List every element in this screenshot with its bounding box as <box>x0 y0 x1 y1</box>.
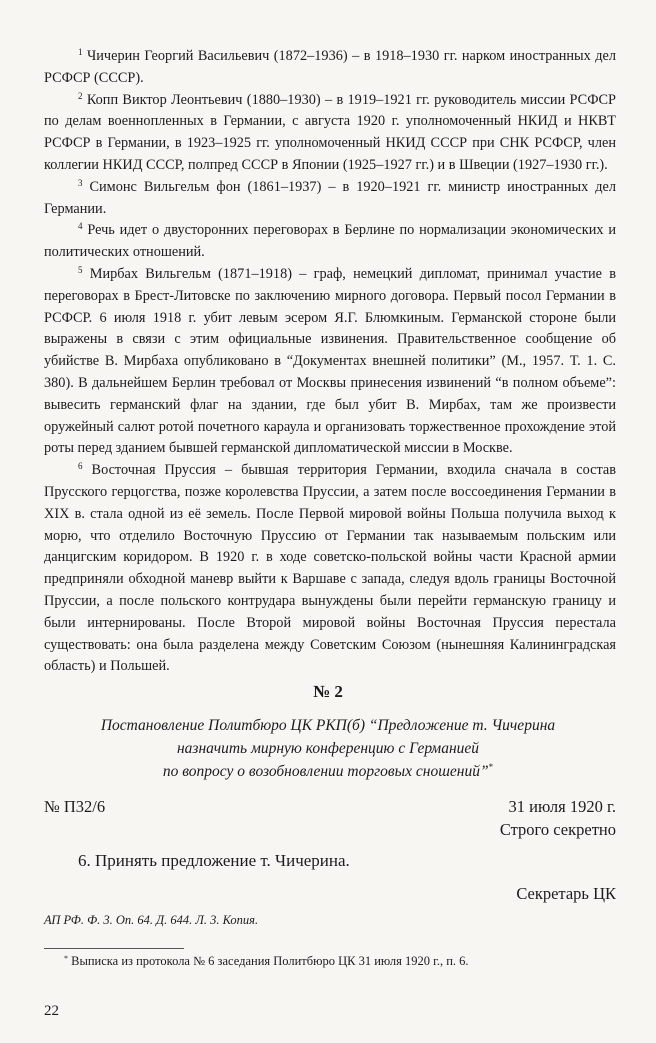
endnote-marker: 3 <box>78 177 83 188</box>
document-title-line <box>40 760 616 783</box>
endnote-marker: 4 <box>78 221 83 232</box>
footnote-divider <box>44 948 184 949</box>
endnote-text: Мирбах Вильгельм (1871–1918) – граф, немецкий дипломат, принимал участие в переговорах в Брест-Литовске по заключению мирного договора. Первый посол Германии в РСФСР. 6 июля 1918 г. убит левым эсером Я.Г. Блюмкиным. Германской стороне были выражены в связи с этим официальные извинения. Правительственное сообщение об убийстве В. Мирбаха опубликовано в “Документах внешней политики” (М., 1957. Т. 1. С. 380). В дальнейшем Берлин требовал от Москвы принесения извинений “в полном объеме”: вывесить германский флаг на здании, где был убит В. Мирбах, там же произвести оружейный салют ротой почетного караула и организовать торжественное прохождение этой роты перед зданием бывшей германской дипломатической миссии в Москве. <box>44 265 616 457</box>
endnote-text: Речь идет о двусторонних переговорах в Берлине по нормализации экономических и политических отношений. <box>44 222 616 261</box>
footnote-marker: * <box>64 954 68 963</box>
endnote-text: Симонс Вильгельм фон (1861–1937) – в 1920–1921 гг. министр иностранных дел Германии. <box>44 178 617 217</box>
signature: Секретарь ЦК <box>516 884 616 903</box>
endnote-2 <box>44 90 616 177</box>
endnote-4 <box>44 220 616 264</box>
page-number: 22 <box>44 1003 59 1019</box>
endnote-3 <box>44 177 616 221</box>
archive-reference: АП РФ. Ф. 3. Оп. 64. Д. 644. Л. 3. Копия. <box>44 913 259 927</box>
endnote-text: Копп Виктор Леонтьевич (1880–1930) – в 1919–1921 гг. руководитель миссии РСФСР по делам военнопленных в Германии, с августа 1920 г. уполномоченный НКИД и НКВТ РСФСР в Германии, в 1923–1925 гг. уполномоченный НКИД СССР при СНК РСФСР, член коллегии НКИД СССР, полпред СССР в Японии (1925–1927 гг.) и в Швеции (1927–1930 гг.). <box>44 91 616 173</box>
endnote-text: Чичерин Георгий Васильевич (1872–1936) – в 1918–1930 гг. нарком иностранных дел РСФСР (СССР). <box>44 48 617 86</box>
document-title-line: Постановление Политбюро ЦК РКП(б) “Предложение т. Чичерина <box>100 717 556 734</box>
document-number: № 2 <box>313 682 343 701</box>
endnote-6 <box>44 460 616 678</box>
decision-text: 6. Принять предложение т. Чичерина. <box>78 851 350 870</box>
footnote-text: Выписка из протокола № 6 заседания Политбюро ЦК 31 июля 1920 г., п. 6. <box>71 954 469 968</box>
endnote-marker: 5 <box>78 264 83 275</box>
endnote-text: Восточная Пруссия – бывшая территория Германии, входила сначала в состав Прусского герцогства, позже королевства Пруссии, а затем после воссоединения Германии в XIX в. стала одной из её земель. После Первой мировой войны Польша получила выход к морю, что отделило Восточную Пруссию от Германии так называемым польским или данцигским коридором. В 1920 г. в ходе советско-польской войны части Красной армии предприняли обходной маневр выйти к Варшаве с запада, следуя вдоль границы Восточной Пруссии, а после польского контрудара вынуждены были перейти германскую границу и были интернированы. После Второй мировой войны Восточная Пруссия перестала существовать: она была разделена между Советским Союзом (нынешняя Калининградская область) и Польшей. <box>44 462 617 675</box>
document-date: 31 июля 1920 г. <box>508 797 616 816</box>
footnote <box>64 954 469 969</box>
endnotes <box>44 46 616 678</box>
endnote-marker: 6 <box>78 461 83 472</box>
protocol-number: № П32/6 <box>44 797 106 816</box>
endnote-marker: 2 <box>78 90 83 101</box>
document-title-line: назначить мирную конференцию с Германией <box>176 740 480 757</box>
endnote-marker: 1 <box>78 47 83 57</box>
classification-stamp: Строго секретно <box>499 820 616 839</box>
footnote-reference: * <box>488 762 494 772</box>
endnote-5 <box>44 264 616 460</box>
document-title-text: по вопросу о возобновлении торговых сношений” <box>162 763 489 780</box>
endnote-1 <box>44 46 616 90</box>
document-title <box>40 714 616 783</box>
